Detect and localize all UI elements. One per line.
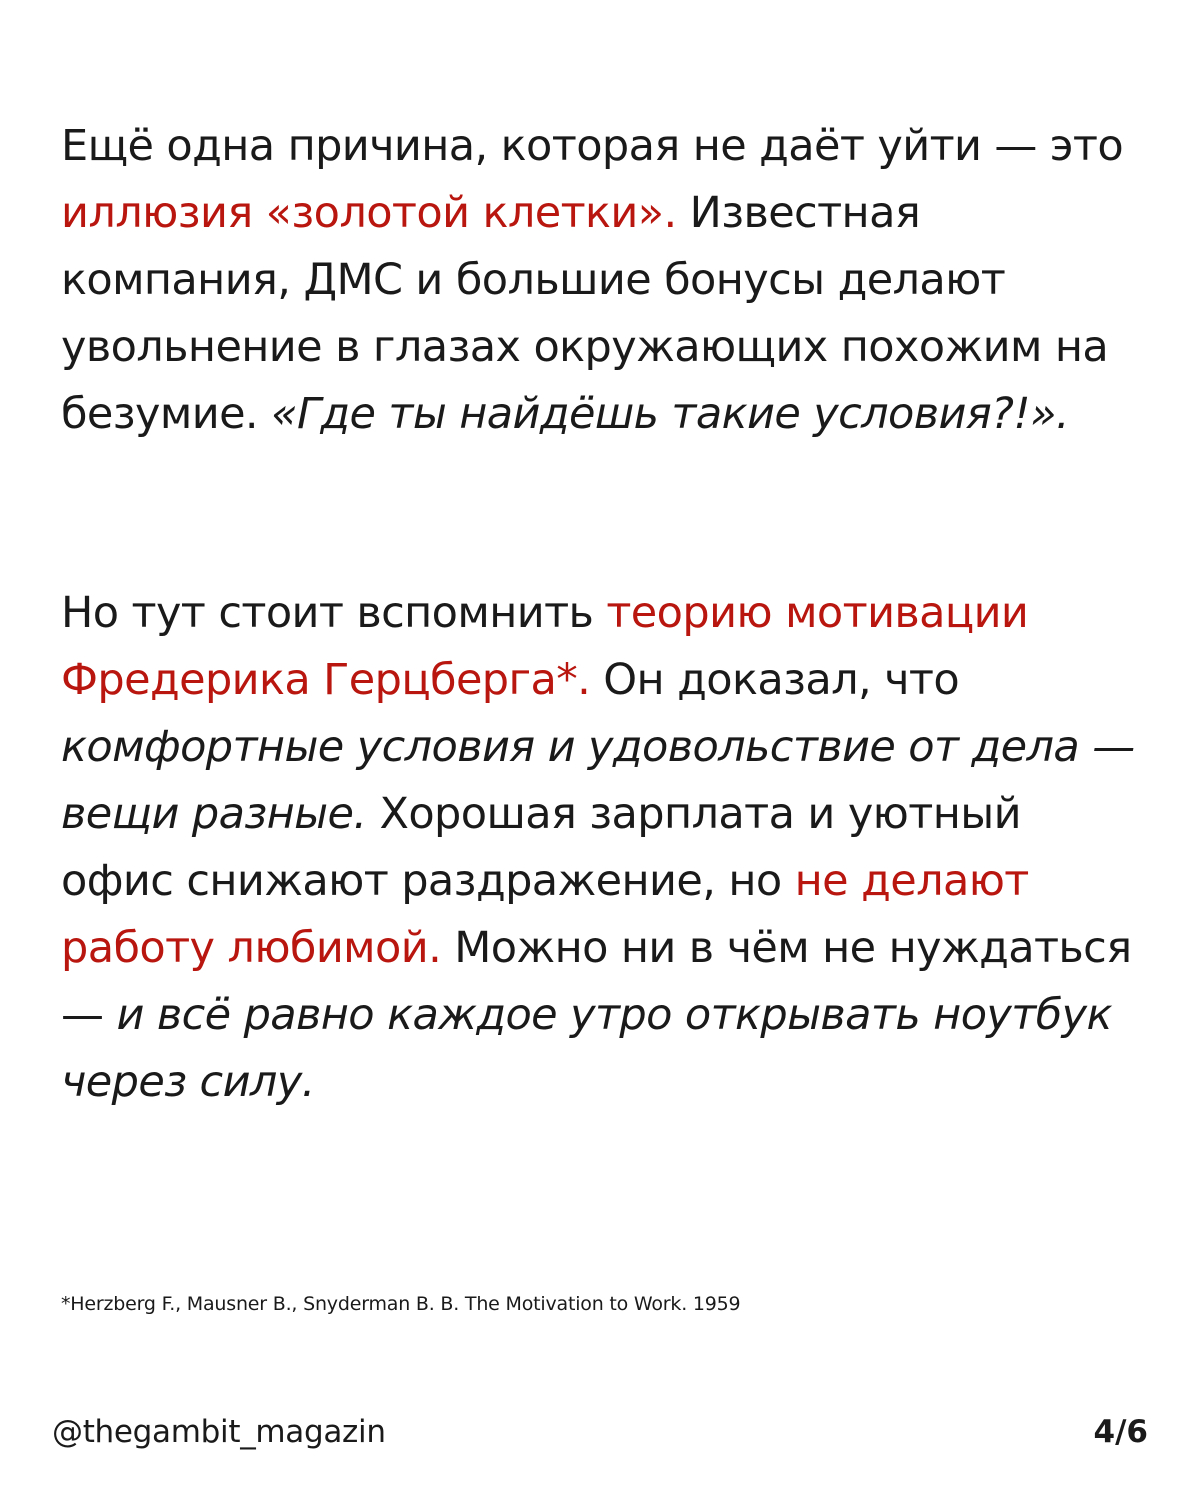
- paragraph-text: Можно ни в чём не нуждаться —: [61, 923, 1132, 1040]
- paragraph-text: Он доказал, что: [590, 655, 960, 705]
- emphasis-italic: комфортные условия и удовольствие от дела — вещи разные.: [61, 722, 1135, 839]
- emphasis-italic: и всё равно каждое утро открывать ноутбук через силу.: [61, 990, 1112, 1107]
- paragraph-text: Известная компания, ДМС и большие бонусы делают увольнение в глазах окружающих похожим на безумие.: [61, 188, 1109, 439]
- footnote-citation: *Herzberg F., Mausner B., Snyderman B. B. The Motivation to Work. 1959: [61, 1293, 741, 1315]
- quote-italic: «Где ты найдёшь такие условия?!».: [271, 389, 1069, 439]
- highlight-golden-cage: иллюзия «золотой клетки».: [61, 188, 677, 238]
- account-handle: @thegambit_magazin: [52, 1414, 386, 1450]
- paragraph-text: Но тут стоит вспомнить: [61, 588, 607, 638]
- highlight-not-beloved: не делают работу любимой.: [61, 856, 1029, 973]
- paragraph-text: Хорошая зарплата и уютный офис снижают раздражение, но: [61, 789, 1021, 906]
- highlight-herzberg-theory: теорию мотивации Фредерика Герцберга*.: [61, 588, 1029, 705]
- page-indicator: 4/6: [1093, 1414, 1148, 1450]
- paragraph-herzberg: [61, 580, 1141, 1116]
- paragraph-golden-cage: [61, 113, 1141, 448]
- paragraph-text: Ещё одна причина, которая не даёт уйти — это: [61, 121, 1124, 171]
